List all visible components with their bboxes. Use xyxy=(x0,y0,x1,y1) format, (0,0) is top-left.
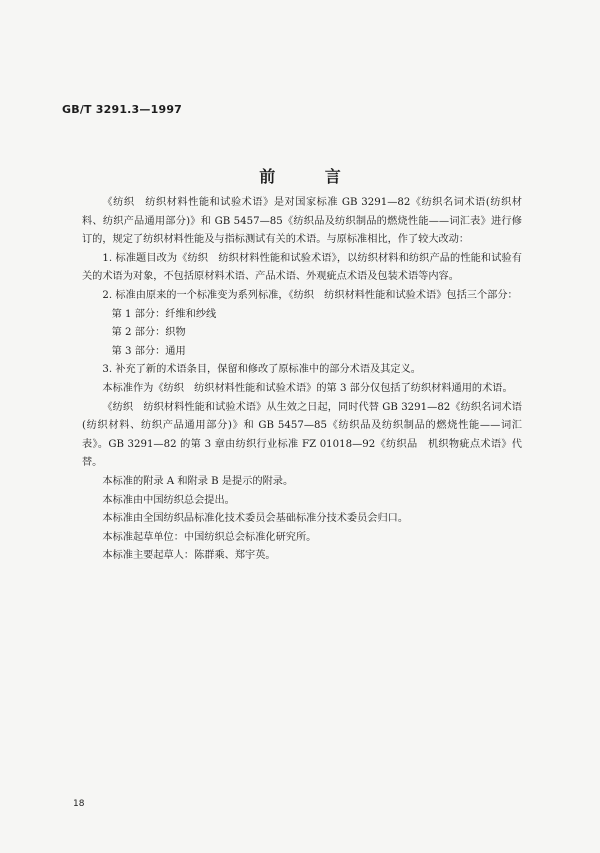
paragraph-intro: 《纺织 纺织材料性能和试验术语》是对国家标准 GB 3291—82《纺织名词术语(纺织材料、纺织产品通用部分)》和 GB 5457—85《纺织品及纺织制品的燃烧性能——词汇表》进行修订的，规定了纺织材料性能及与指标测试有关的术语。与原标准相比，作了较大改动： xyxy=(82,197,522,246)
paragraph-appendix: 本标准的附录 A 和附录 B 是提示的附录。 xyxy=(102,475,294,487)
sub-item-part-3: 第 3 部分：通用 xyxy=(111,345,186,357)
paragraph-proposer: 本标准由中国纺织总会提出。 xyxy=(102,494,235,506)
page-title: 前 言 xyxy=(259,167,363,186)
paragraph-committee: 本标准由全国纺织品标准化技术委员会基础标准分技术委员会归口。 xyxy=(102,513,409,525)
paragraph-replacement: 《纺织 纺织材料性能和试验术语》从生效之日起，同时代替 GB 3291—82《纺织名词术语(纺织材料、纺织产品通用部分)》和 GB 5457—85《纺织品及纺织制品的燃烧性能——词汇表》。GB 3291—82 的第 3 章由纺织行业标准 FZ 01018—92《纺织品 机织物疵点术语》代替。 xyxy=(82,401,522,469)
paragraph-scope: 本标准作为《纺织 纺织材料性能和试验术语》的第 3 部分仅包括了纺织材料通用的术语。 xyxy=(102,382,513,394)
page-number: 18 xyxy=(73,799,85,809)
paragraph-item-3: 3. 补充了新的术语条目，保留和修改了原标准中的部分术语及其定义。 xyxy=(102,364,421,376)
sub-item-part-2: 第 2 部分：织物 xyxy=(111,327,186,339)
sub-item-part-1: 第 1 部分：纤维和纱线 xyxy=(111,308,217,320)
paragraph-item-1: 1. 标准题目改为《纺织 纺织材料性能和试验术语》，以纺织材料和纺织产品的性能和试验有关的术语为对象，不包括原材料术语、产品术语、外观疵点术语及包装术语等内容。 xyxy=(82,252,522,283)
paragraph-drafters: 本标准主要起草人：陈群乘、郑宇英。 xyxy=(102,550,276,562)
foreword-body xyxy=(82,194,522,566)
paragraph-drafting-unit: 本标准起草单位：中国纺织总会标准化研究所。 xyxy=(102,531,317,543)
paragraph-item-2: 2. 标准由原来的一个标准变为系列标准，《纺织 纺织材料性能和试验术语》包括三个部分： xyxy=(102,289,518,301)
standard-code: GB/T 3291.3—1997 xyxy=(62,103,183,116)
